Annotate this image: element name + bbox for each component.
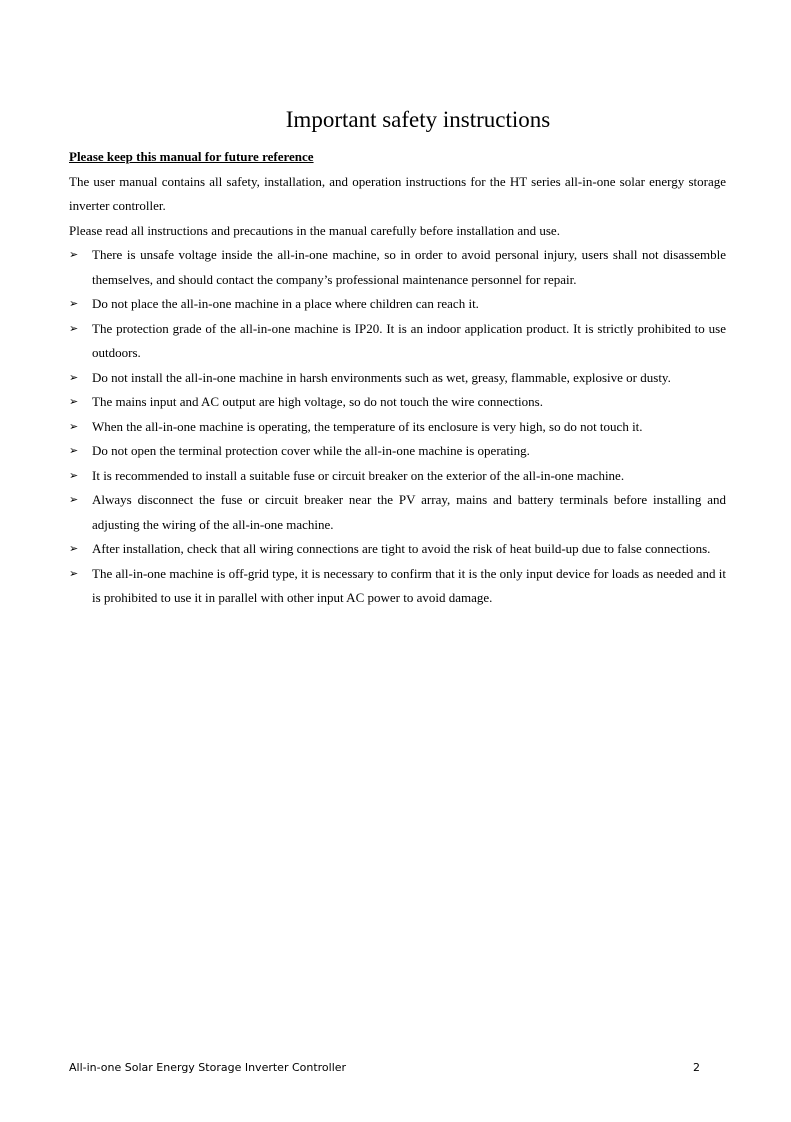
arrow-bullet-icon: ➢: [69, 297, 79, 310]
list-item: [69, 292, 726, 317]
intro-paragraph-1: The user manual contains all safety, installation, and operation instructions for the HT series all-in-one solar energy storage inverter controller.: [69, 173, 726, 213]
list-item-text: Always disconnect the fuse or circuit breaker near the PV array, mains and battery terminals before installing and adjusting the wiring of the all-in-one machine.: [92, 492, 726, 532]
list-item: [69, 439, 726, 464]
list-item: [69, 537, 726, 562]
list-item-text: It is recommended to install a suitable fuse or circuit breaker on the exterior of the all-in-one machine.: [92, 467, 625, 483]
list-item-text: After installation, check that all wiring connections are tight to avoid the risk of heat build-up due to false connections.: [92, 541, 711, 556]
safety-instruction-list: [69, 243, 726, 611]
list-item: [69, 390, 726, 415]
list-item-text: There is unsafe voltage inside the all-in-one machine, so in order to avoid personal injury, users shall not disassemble themselves, and should contact the company’s professional maintenance personnel for repair.: [92, 247, 726, 287]
arrow-bullet-icon: ➢: [69, 542, 79, 555]
arrow-bullet-icon: ➢: [69, 444, 79, 457]
list-item: [69, 488, 726, 537]
arrow-bullet-icon: ➢: [69, 419, 79, 433]
arrow-bullet-icon: ➢: [69, 248, 79, 261]
list-item-text: Do not open the terminal protection cover while the all-in-one machine is operating.: [92, 443, 530, 458]
arrow-bullet-icon: ➢: [69, 493, 79, 506]
intro-paragraph-2: Please read all instructions and precautions in the manual carefully before installation and use.: [69, 222, 560, 238]
arrow-bullet-icon: ➢: [69, 468, 79, 482]
footer-document-name: All-in-one Solar Energy Storage Inverter Controller: [69, 1061, 347, 1074]
list-item-text: When the all-in-one machine is operating, the temperature of its enclosure is very high, so do not touch it.: [92, 418, 643, 434]
arrow-bullet-icon: ➢: [69, 370, 79, 384]
list-item-text: Do not install the all-in-one machine in harsh environments such as wet, greasy, flammable, explosive or dusty.: [92, 369, 671, 385]
list-item: [69, 317, 726, 366]
page-title: Important safety instructions: [285, 107, 551, 132]
list-item-text: Do not place the all-in-one machine in a place where children can reach it.: [92, 296, 479, 311]
arrow-bullet-icon: ➢: [69, 566, 79, 580]
list-item-text: The mains input and AC output are high voltage, so do not touch the wire connections.: [92, 394, 543, 409]
list-item-text: The protection grade of the all-in-one machine is IP20. It is an indoor application product. It is strictly prohibited to use outdoors.: [92, 320, 726, 360]
footer-page-number: 2: [693, 1061, 700, 1074]
list-item: [69, 562, 726, 611]
arrow-bullet-icon: ➢: [69, 395, 79, 408]
arrow-bullet-icon: ➢: [69, 321, 79, 335]
instructions-body: [69, 145, 726, 611]
list-item: [69, 366, 726, 391]
list-item: [69, 415, 726, 440]
list-item-text: The all-in-one machine is off-grid type, it is necessary to confirm that it is the only input device for loads as needed and it is prohibited to use it in parallel with other input AC power to avoid damage.: [92, 565, 726, 605]
reference-note: Please keep this manual for future reference: [69, 149, 314, 164]
list-item: [69, 464, 726, 489]
list-item: [69, 243, 726, 292]
